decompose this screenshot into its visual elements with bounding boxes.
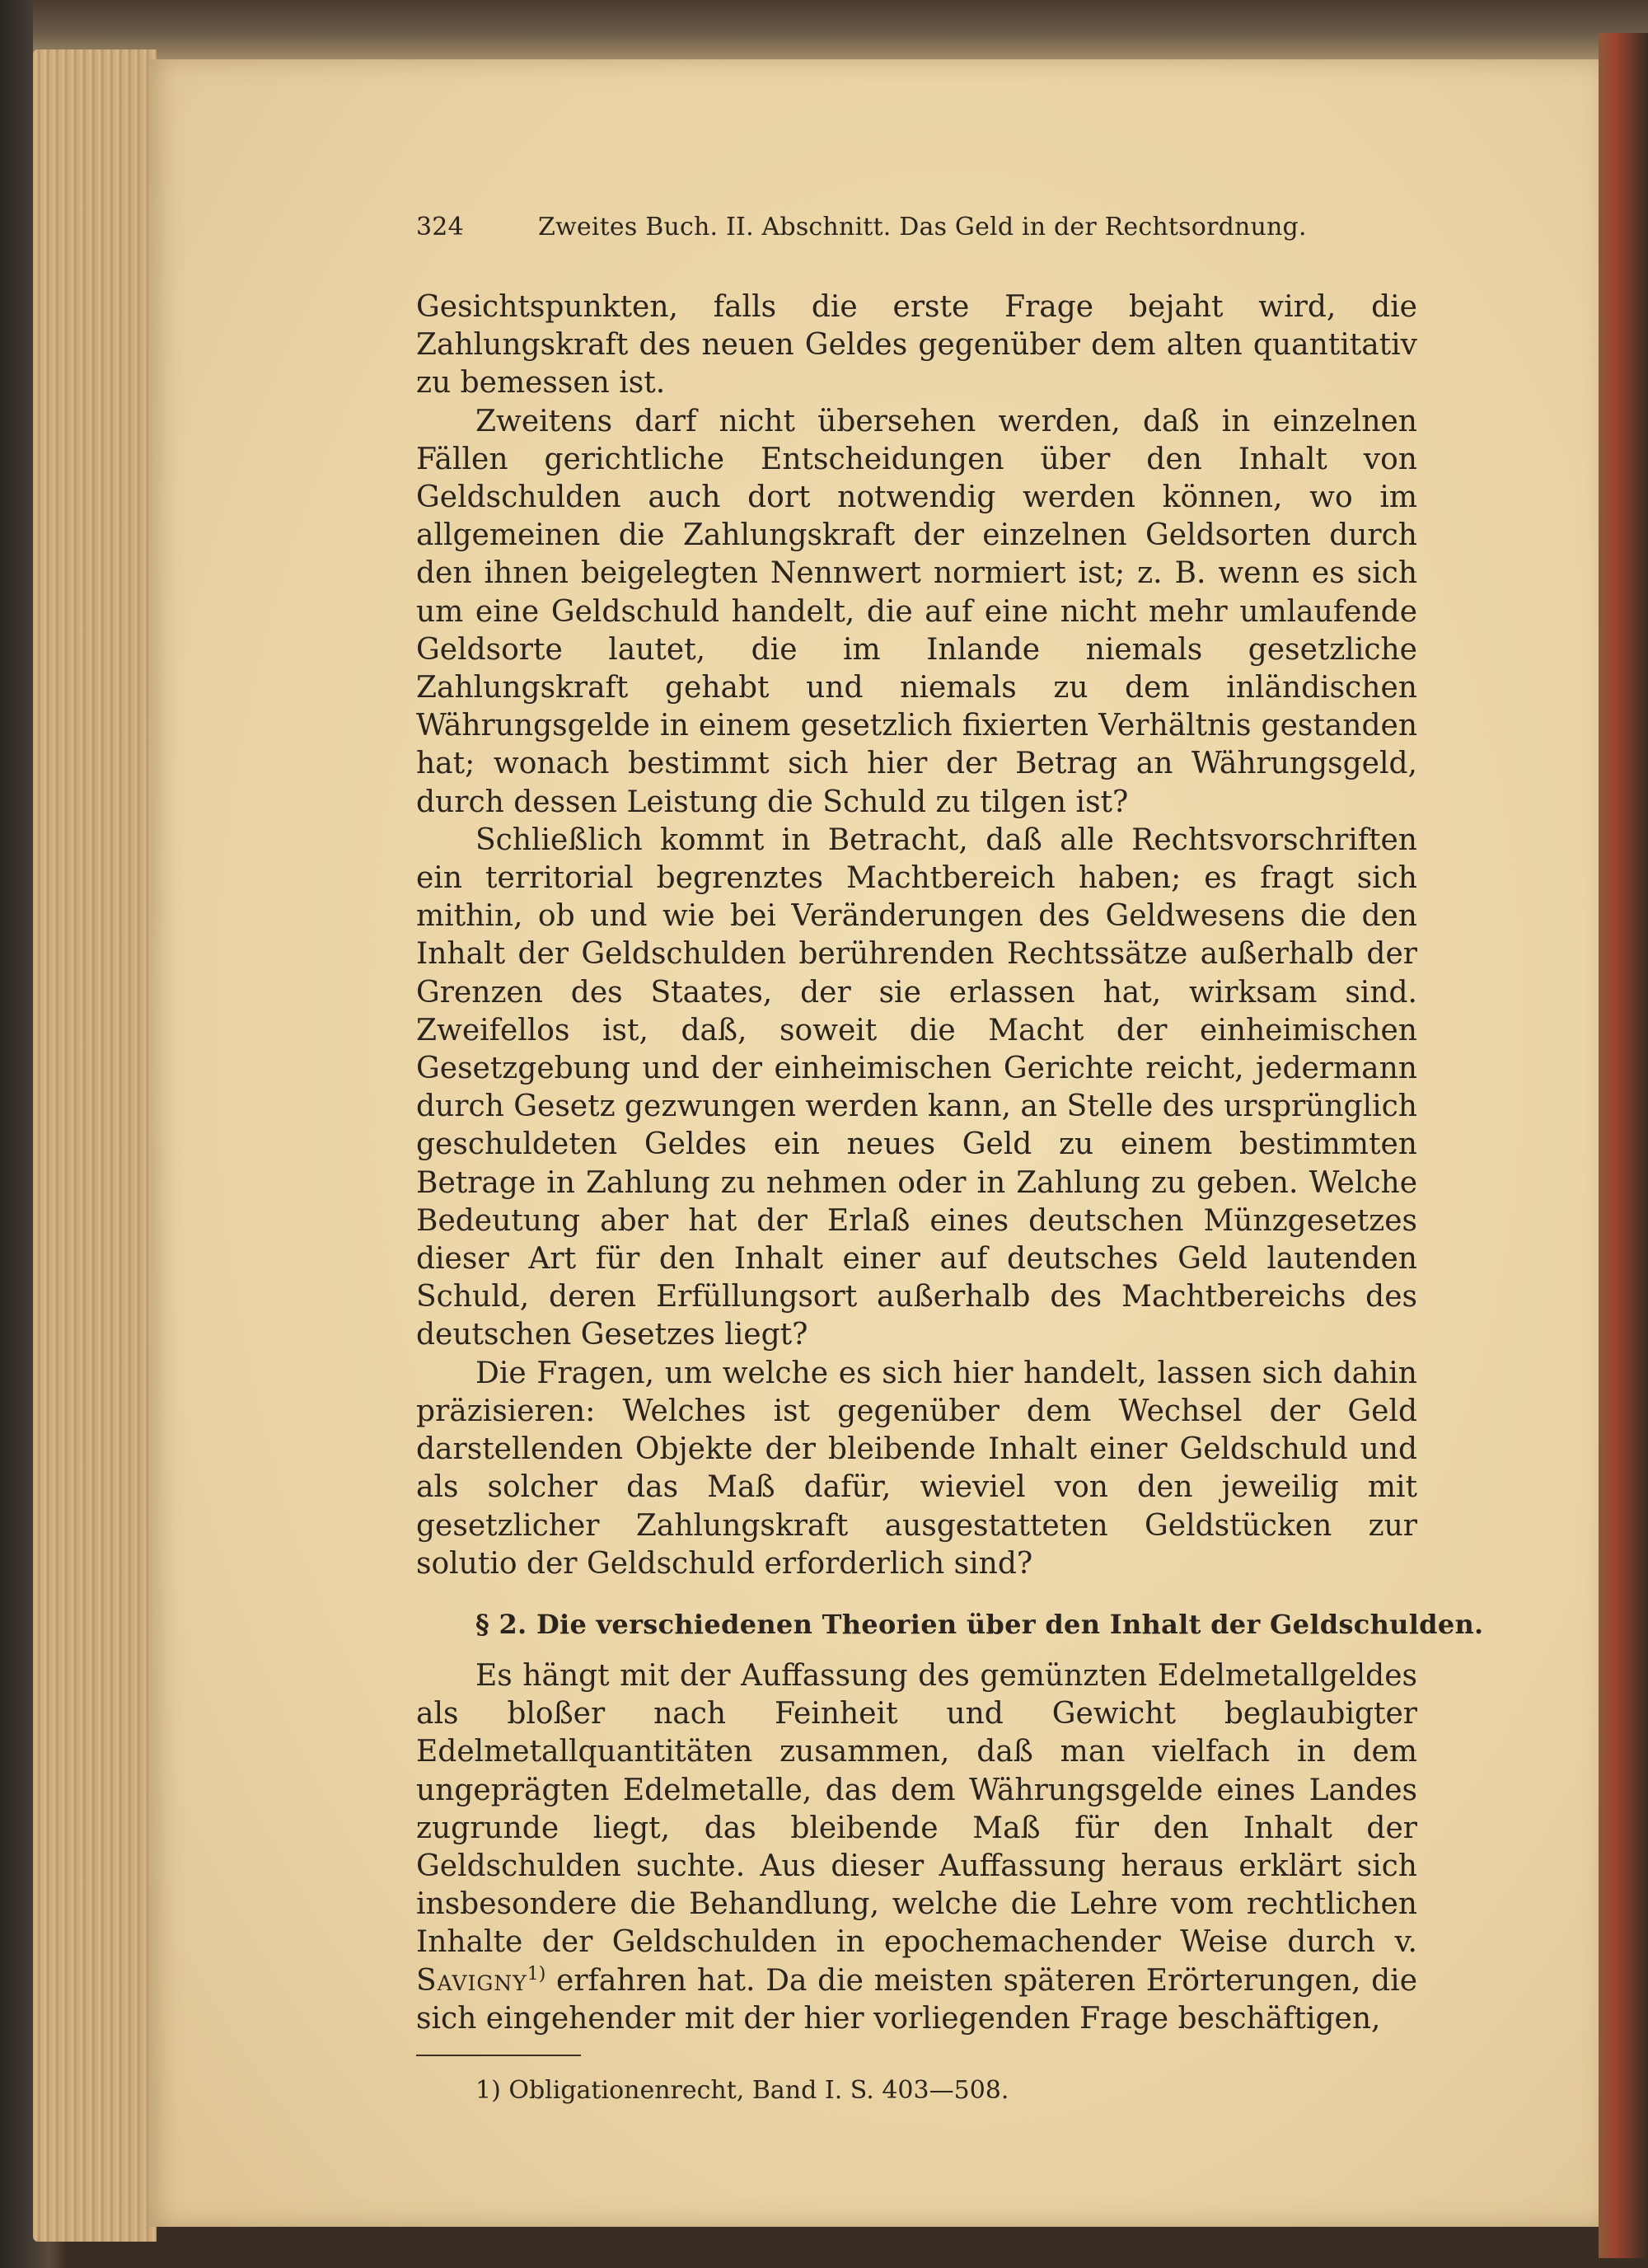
book-cover-edge [1599,33,1648,2258]
author-name: Savigny [416,1963,527,1998]
book-top-edge [33,0,1648,59]
paragraph-5-text-a: Es hängt mit der Auffassung des gemünzten Edelmetallgeldes als bloßer nach Feinheit und Gewicht beglaubigter Edelmetallquantitäten zusammen, daß man vielfach in dem ungeprägten Edelmetalle, das dem Währungsgelde eines Landes zugrunde liegt, das bleibende Maß für den Inhalt der Geldschulden suchte. Aus dieser Auffassung heraus erklärt sich insbesondere die Behandlung, welche die Lehre vom rechtlichen Inhalte der Geldschulden in epochemachender Weise durch v. [416,1658,1417,1960]
footnote-marker: 1) [475,2075,501,2105]
footnote-rule [416,2055,581,2056]
section-number: § 2. [475,1608,527,1640]
page-edges [33,49,157,2242]
section-title: Die verschiedenen Theorien über den Inhalt der Geldschulden. [536,1608,1484,1640]
footnote [475,2074,1417,2107]
page-content [416,213,1484,2107]
running-head-title: Zweites Buch. II. Abschnitt. Das Geld in der Rechtsordnung. [538,213,1307,241]
footnote-reference: 1) [527,1963,546,1984]
running-head [416,213,1417,251]
paragraph-4: Die Fragen, um welche es sich hier handelt, lassen sich dahin präzisieren: Welches ist gegenüber dem Wechsel der Geld darstellenden Objekte der bleibende Inhalt einer Geldschuld und als solcher das Maß dafür, wieviel von den jeweilig mit gesetzlicher Zahlungskraft ausgestatteten Geldstücken zur solutio der Geldschuld erforderlich sind? [416,1356,1417,1581]
paragraph-5-text-b: erfahren hat. Da die meisten späteren Erörterungen, die sich eingehender mit der hier vorliegenden Frage beschäftigen, [416,1963,1417,2036]
paragraph-2: Zweitens darf nicht übersehen werden, daß in einzelnen Fällen gerichtliche Entscheidungen über den Inhalt von Geldschulden auch dort notwendig werden können, wo im allgemeinen die Zahlungskraft der einzelnen Geldsorten durch den ihnen beigelegten Nennwert normiert ist; z. B. wenn es sich um eine Geldschuld handelt, die auf eine nicht mehr umlaufende Geldsorte lautet, die im Inlande niemals gesetzliche Zahlungskraft gehabt und niemals zu dem inländischen Währungsgelde in einem gesetzlich fixierten Verhältnis gestanden hat; wonach bestimmt sich hier der Betrag an Währungsgeld, durch dessen Leistung die Schuld zu tilgen ist? [416,404,1417,819]
section-heading [475,1608,1484,1641]
paragraph-1: Gesichtspunkten, falls die erste Frage bejaht wird, die Zahlungskraft des neuen Geldes gegenüber dem alten quantitativ zu bemessen ist. [416,290,1417,401]
paragraph-3: Schließlich kommt in Betracht, daß alle Rechtsvorschriften ein territorial begrenztes Machtbereich haben; es fragt sich mithin, ob und wie bei Veränderungen des Geldwesens die den Inhalt der Geldschulden berührenden Rechtssätze außerhalb der Grenzen des Staates, der sie erlassen hat, wirksam sind. Zweifellos ist, daß, soweit die Macht der einheimischen Gesetzgebung und der einheimischen Gerichte reicht, jedermann durch Gesetz gezwungen werden kann, an Stelle des ursprünglich geschuldeten Geldes ein neues Geld zu einem bestimmten Betrage in Zahlung zu nehmen oder in Zahlung zu geben. Welche Bedeutung aber hat der Erlaß eines deutschen Münzgesetzes dieser Art für den Inhalt einer auf deutsches Geld lautenden Schuld, deren Erfüllungsort außerhalb des Machtbereichs des deutschen Gesetzes liegt? [416,822,1417,1352]
page-number: 324 [416,213,464,241]
paragraph-5 [416,1657,1417,2038]
footnote-text: Obligationenrecht, Band I. S. 403—508. [508,2075,1009,2105]
